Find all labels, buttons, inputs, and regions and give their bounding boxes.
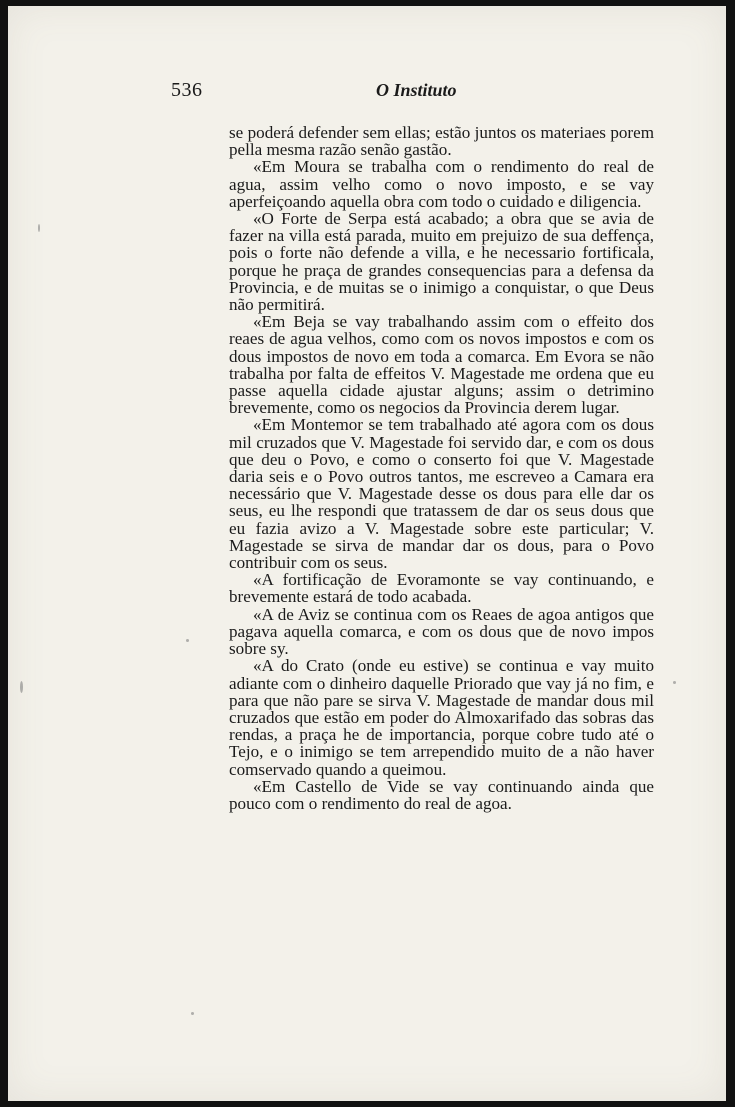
paper-speck [673,681,676,684]
paragraph-4: «Em Beja se vay trabalhando assim com o effeito dos reaes de agua velhos, como com os novos impostos e com os dous impostos de novo em toda a comarca. Em Evora se não trabalha por falta de effeitos V. Magestade me ordena que eu passe aquella cidade ajustar alguns; assim o detrimino brevemente, como os negocios da Provincia derem lugar. [229,312,654,418]
paper-speck [20,681,23,693]
body-text [229,124,654,812]
paragraph-3: «O Forte de Serpa está acabado; a obra que se avia de fazer na villa está parada, muito em prejuizo de sua deffença, pois o forte não defende a villa, e he necessario fortificala, porque he praça de grandes consequencias para a defensa da Provincia, e de muitas se o inimigo a conquistar, o que Deus não permitirá. [229,209,654,315]
paper-speck [186,639,189,642]
page-number: 536 [171,79,203,101]
paper-speck [191,1012,194,1015]
paragraph-9: «Em Castello de Vide se vay continuando ainda que pouco com o rendimento do real de agoa. [229,776,654,813]
scanned-page [8,6,726,1101]
running-title: O Instituto [376,80,457,100]
paragraph-6: «A fortificação de Evoramonte se vay continuando, e brevemente estará de todo acabada. [229,570,654,607]
paragraph-7: «A de Aviz se continua com os Reaes de agoa antigos que pagava aquella comarca, e com os dous que de novo impos sobre sy. [229,604,654,659]
paragraph-1: se poderá defender sem ellas; estão juntos os materiaes porem pella mesma razão senão gastão. [229,123,654,160]
paragraph-2: «Em Moura se trabalha com o rendimento do real de agua, assim velho como o novo imposto, e se vay aperfeiçoando aquella obra com todo o cuidado e diligencia. [229,157,654,211]
paragraph-8: «A do Crato (onde eu estive) se continua e vay muito adiante com o dinheiro daquelle Priorado que vay já no fim, e para que não pare se sirva V. Magestade de mandar dous mil cruzados que estão em poder do Almoxarifado das sobras das rendas, a praça he de importancia, porque cobre tudo até o Tejo, e o inimigo se tem arrependido muito de a não haver comservado quando a queimou. [229,656,654,779]
paragraph-5: «Em Montemor se tem trabalhado até agora com os dous mil cruzados que V. Magestade foi servido dar, e com os dous que deu o Povo, e como o conserto foi que V. Magestade daria seis e o Povo outros tantos, me escreveo a Camara era necessário que V. Magestade desse os dous para elle dar os seus, eu lhe respondi que tratassem de dar os seus dous que eu fazia avizo a V. Magestade sobre este particular; V. Magestade se sirva de mandar dar os dous, para o Povo contribuir com os seus. [229,415,654,573]
paper-speck [38,224,40,232]
page-header [171,79,601,103]
